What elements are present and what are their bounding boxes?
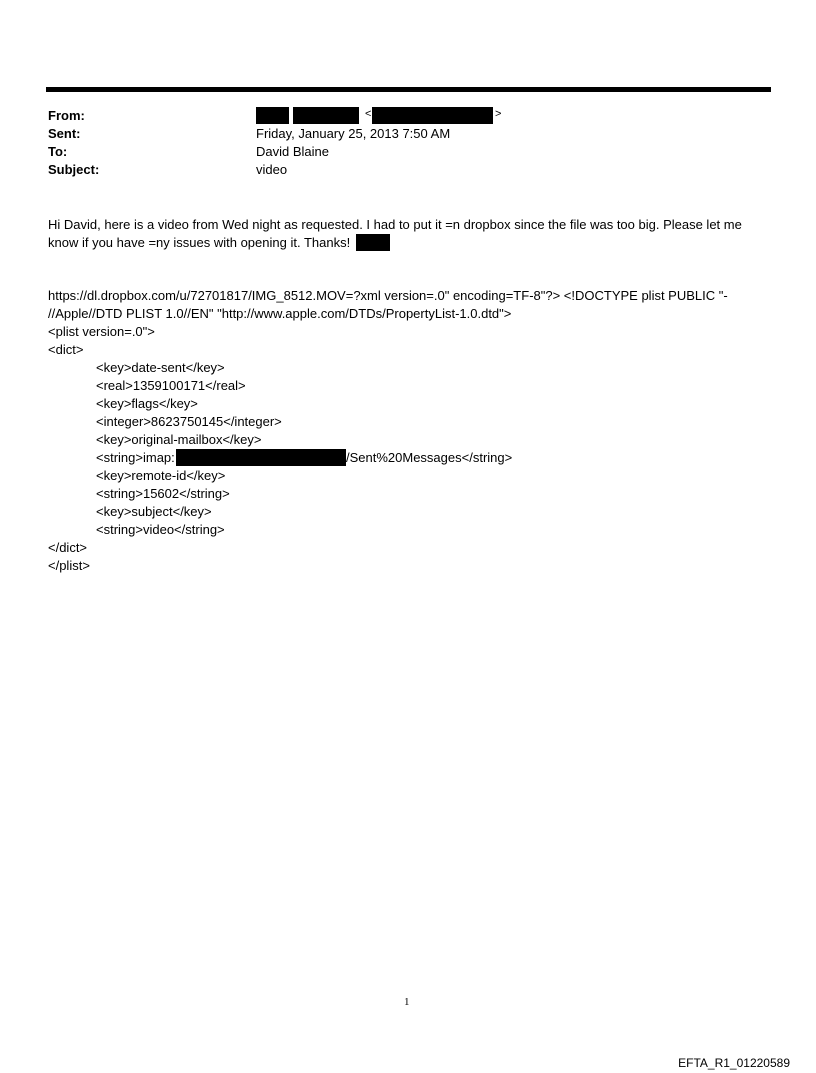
plist-line: <integer>8623750145</integer> (96, 414, 282, 429)
redaction-from-last (293, 107, 359, 124)
plist-line: <string>15602</string> (96, 486, 230, 501)
from-open-bracket: < (365, 108, 372, 120)
redaction-from-first (256, 107, 289, 124)
plist-line: <key>original-mailbox</key> (96, 432, 262, 447)
message-text: Hi David, here is a video from Wed night as requested. I had to put it =n dropbox since the file was too big. Please let me know if you have =ny issues with opening it. Thanks! (48, 217, 742, 250)
plist-close: </plist> (48, 558, 90, 573)
from-close-bracket: > (495, 108, 502, 120)
subject-value: video (256, 162, 288, 177)
plist-line-mailbox-suffix: /Sent%20Messages</string> (346, 450, 513, 465)
header-rule (46, 87, 771, 92)
sent-value: Friday, January 25, 2013 7:50 AM (256, 126, 451, 141)
message-body (48, 216, 773, 252)
to-value: David Blaine (256, 144, 329, 159)
subject-label: Subject: (48, 162, 100, 177)
document-id: EFTA_R1_01220589 (678, 1056, 790, 1070)
plist-line: <key>remote-id</key> (96, 468, 226, 483)
plist-line: <real>1359100171</real> (96, 378, 246, 393)
plist-line: <key>subject</key> (96, 504, 212, 519)
plist-open: <plist version=.0"> (48, 324, 155, 339)
plist-line: <key>flags</key> (96, 396, 198, 411)
redaction-signature (356, 234, 390, 251)
link-line-2: //Apple//DTD PLIST 1.0//EN" "http://www.apple.com/DTDs/PropertyList-1.0.dtd"> (48, 306, 512, 321)
from-label: From: (48, 108, 85, 123)
link-line-1: https://dl.dropbox.com/u/72701817/IMG_8512.MOV=?xml version=.0" encoding=TF-8"?> <!DOCTYPE plist PUBLIC "- (48, 288, 728, 303)
plist-line: <string>video</string> (96, 522, 225, 537)
dict-close: </dict> (48, 540, 88, 555)
redaction-mailbox (176, 449, 346, 466)
to-label: To: (48, 144, 68, 159)
redaction-from-email (372, 107, 493, 124)
plist-line: <key>date-sent</key> (96, 360, 225, 375)
sent-label: Sent: (48, 126, 81, 141)
dict-open: <dict> (48, 342, 84, 357)
plist-line-imap: <string>imap: (96, 450, 175, 465)
page-number: 1 (404, 996, 410, 1008)
